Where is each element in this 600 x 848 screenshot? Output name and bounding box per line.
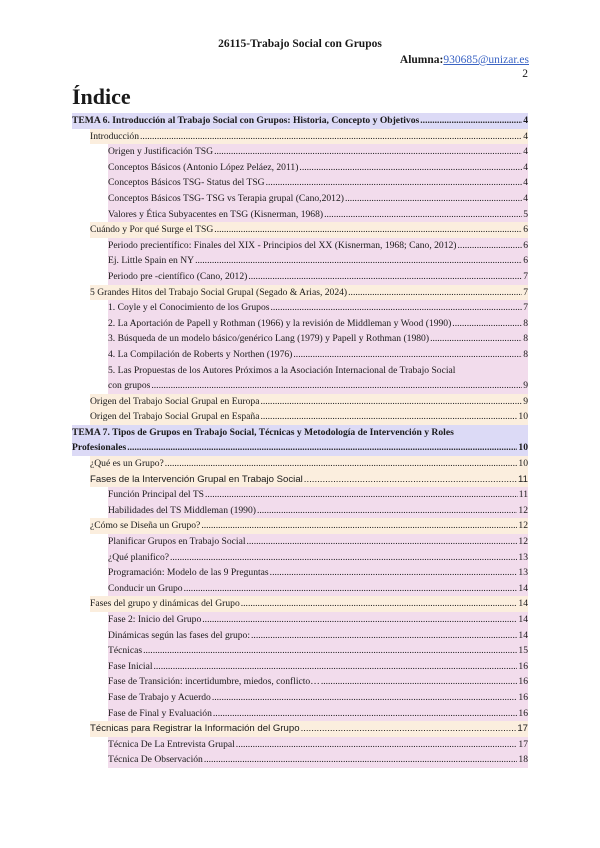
toc-entry[interactable]	[72, 425, 528, 456]
toc-entry-label: Fase 2: Inicio del Grupo	[108, 614, 202, 625]
toc-entry[interactable]	[108, 487, 528, 503]
toc-page-number: 12	[518, 536, 528, 548]
toc-leader-dots	[299, 160, 522, 176]
toc-entry-label: Técnicas	[108, 645, 143, 657]
toc-entry[interactable]	[108, 160, 528, 176]
toc-page-number: 16	[518, 707, 528, 719]
toc-leader-dots	[257, 503, 517, 519]
toc-leader-dots	[345, 191, 522, 207]
toc-page-number: 4	[523, 161, 528, 173]
toc-page-number: 14	[518, 629, 528, 641]
toc-page-number: 8	[523, 333, 528, 345]
toc-entry-label: Periodo precientífico: Finales del XIX - Principios del XX (Kisnerman, 1968; Cano, 2012)	[108, 239, 457, 251]
toc-page-number: 10	[518, 442, 528, 454]
toc-leader-dots	[248, 269, 522, 285]
toc-page-number: 6	[523, 224, 528, 236]
toc-entry[interactable]	[108, 565, 528, 581]
toc-entry[interactable]	[108, 191, 528, 207]
toc-page-number: 14	[518, 614, 528, 625]
toc-entry[interactable]	[108, 503, 528, 519]
toc-entry-label: 3. Búsqueda de un modelo básico/genérico Lang (1979) y Papell y Rothman (1980)	[108, 333, 430, 345]
toc-entry[interactable]	[108, 690, 528, 706]
toc-entry-label: 2. La Aportación de Papell y Rothman (1966) y la revisión de Middleman y Wood (1990)	[108, 317, 452, 329]
toc-entry[interactable]	[90, 222, 528, 238]
toc-entry-label: Conceptos Básicos TSG- TSG vs Terapia grupal (Cano,2012)	[108, 192, 344, 204]
toc-entry[interactable]	[108, 534, 528, 550]
toc-leader-dots	[266, 175, 523, 191]
toc-page-number: 12	[518, 520, 528, 532]
toc-entry-label: Fase de Transición: incertidumbre, miedos, conflicto…	[108, 676, 320, 688]
toc-leader-dots	[458, 238, 523, 254]
toc-entry-label: Origen del Trabajo Social Grupal en España	[90, 411, 260, 423]
toc-leader-dots	[212, 690, 518, 706]
toc-entry-label-cont: Profesionales	[72, 442, 127, 454]
toc-leader-dots	[214, 222, 522, 238]
toc-entry[interactable]	[90, 518, 528, 534]
toc-leader-dots	[151, 378, 522, 394]
toc-entry[interactable]	[108, 300, 528, 316]
toc-entry-label: Planificar Grupos en Trabajo Social	[108, 536, 246, 548]
toc-entry[interactable]	[90, 409, 528, 425]
toc-leader-dots	[241, 596, 518, 612]
toc-entry[interactable]	[108, 581, 528, 597]
toc-page-number: 5	[523, 208, 528, 220]
toc-page-number: 12	[518, 504, 528, 516]
toc-entry[interactable]	[108, 737, 528, 753]
toc-entry[interactable]	[90, 285, 528, 301]
toc-entry[interactable]	[90, 129, 528, 145]
toc-leader-dots	[154, 659, 518, 675]
author-label: Alumna:	[399, 54, 444, 66]
toc-leader-dots	[324, 207, 522, 223]
toc-leader-dots	[140, 129, 522, 145]
toc-leader-dots	[270, 565, 518, 581]
toc-entry[interactable]	[108, 612, 528, 628]
toc-entry[interactable]	[90, 721, 528, 737]
toc-entry[interactable]	[108, 674, 528, 690]
toc-entry-label: Ej. Little Spain en NY	[108, 255, 195, 267]
toc-leader-dots	[205, 487, 518, 503]
toc-page-number: 16	[518, 660, 528, 672]
toc-entry[interactable]	[108, 628, 528, 644]
toc-entry[interactable]	[108, 706, 528, 722]
toc-leader-dots	[452, 316, 522, 332]
index-title: Índice	[72, 84, 131, 109]
toc-entry[interactable]	[90, 596, 528, 612]
toc-page-number: 16	[518, 691, 528, 703]
toc-entry-continuation	[72, 440, 528, 456]
toc-page-number: 9	[523, 395, 528, 407]
table-of-contents	[72, 113, 528, 768]
toc-leader-dots	[236, 737, 518, 753]
toc-leader-dots	[195, 253, 522, 269]
toc-page-number: 16	[518, 676, 528, 688]
toc-entry[interactable]	[108, 363, 528, 394]
toc-page-number: 13	[518, 551, 528, 563]
toc-leader-dots	[127, 440, 517, 456]
toc-page-number: 11	[518, 473, 528, 485]
toc-entry-label: Programación: Modelo de las 9 Preguntas	[108, 567, 269, 579]
toc-page-number: 14	[518, 582, 528, 594]
toc-page-number: 17	[518, 738, 528, 750]
toc-entry-label: Técnica De Observación	[108, 754, 203, 766]
toc-entry[interactable]	[108, 643, 528, 659]
toc-entry-label: 4. La Compilación de Roberts y Northen (1976)	[108, 348, 293, 360]
toc-entry-label: Conceptos Básicos (Antonio López Peláez, 2011)	[108, 161, 299, 173]
toc-leader-dots	[214, 144, 522, 160]
toc-entry[interactable]	[108, 175, 528, 191]
toc-entry-label: Periodo pre -científico (Cano, 2012)	[108, 270, 248, 282]
toc-entry-label: Fase de Final y Evaluación	[108, 707, 212, 719]
toc-entry[interactable]	[108, 238, 528, 254]
toc-page-number: 6	[523, 239, 528, 251]
toc-entry-label: TEMA 6. Introducción al Trabajo Social con Grupos: Historia, Concepto y Objetivos	[72, 115, 420, 126]
toc-page-number: 7	[523, 270, 528, 282]
toc-leader-dots	[165, 456, 518, 472]
toc-leader-dots	[213, 706, 518, 722]
toc-page-number: 4	[523, 115, 528, 126]
toc-entry[interactable]	[108, 331, 528, 347]
toc-entry-label: Valores y Ética Subyacentes en TSG (Kisnerman, 1968)	[108, 208, 324, 220]
author-line	[400, 54, 529, 66]
toc-entry-label: 1. Coyle y el Conocimiento de los Grupos	[108, 302, 270, 314]
toc-page-number: 9	[523, 380, 528, 392]
toc-entry-continuation	[108, 378, 528, 394]
toc-entry-label: 5 Grandes Hitos del Trabajo Social Grupal (Segado & Arias, 2024)	[90, 286, 348, 298]
toc-leader-dots	[260, 394, 522, 410]
toc-entry-label: Técnica De La Entrevista Grupal	[108, 738, 235, 750]
toc-leader-dots	[143, 643, 517, 659]
page-number: 2	[522, 68, 528, 80]
toc-entry[interactable]	[108, 752, 528, 768]
toc-page-number: 10	[518, 458, 528, 470]
toc-leader-dots	[204, 752, 518, 768]
toc-entry[interactable]	[90, 472, 528, 488]
toc-entry-label: Fase Inicial	[108, 660, 153, 672]
toc-page-number: 7	[523, 302, 528, 314]
toc-leader-dots	[251, 628, 517, 644]
toc-entry-label: Función Principal del TS	[108, 489, 205, 501]
toc-leader-dots	[430, 331, 522, 347]
toc-page-number: 4	[523, 130, 528, 142]
toc-entry-label: 5. Las Propuestas de los Autores Próximos a la Asociación Internacional de Trabajo Social	[108, 364, 456, 376]
toc-entry-label: Introducción	[90, 130, 140, 142]
toc-entry-label: Técnicas para Registrar la Información del Grupo	[90, 723, 300, 735]
author-email-link[interactable]: 930685@unizar.es	[443, 54, 529, 66]
toc-entry-label: Dinámicas según las fases del grupo:	[108, 629, 251, 641]
toc-page-number: 8	[523, 348, 528, 360]
toc-leader-dots	[260, 409, 517, 425]
toc-entry[interactable]	[90, 456, 528, 472]
toc-entry[interactable]	[108, 144, 528, 160]
toc-page-number: 7	[523, 286, 528, 298]
toc-entry-label: Origen y Justificación TSG	[108, 146, 214, 158]
toc-leader-dots	[270, 300, 522, 316]
toc-entry-label-cont: con grupos	[108, 380, 151, 392]
toc-leader-dots	[420, 113, 522, 129]
toc-leader-dots	[293, 347, 522, 363]
toc-page-number: 4	[523, 192, 528, 204]
toc-entry-label: ¿Qué es un Grupo?	[90, 458, 164, 470]
toc-entry[interactable]	[108, 269, 528, 285]
toc-entry[interactable]	[108, 316, 528, 332]
toc-page-number: 10	[518, 411, 528, 423]
toc-entry-label: Fase de Trabajo y Acuerdo	[108, 691, 211, 703]
toc-entry-label: Fases de la Intervención Grupal en Trabajo Social	[90, 473, 303, 485]
toc-entry-label: ¿Qué planifico?	[108, 551, 169, 563]
toc-leader-dots	[321, 674, 518, 690]
toc-entry-label: Conducir un Grupo	[108, 582, 183, 594]
toc-page-number: 6	[523, 255, 528, 267]
toc-entry[interactable]	[72, 113, 528, 129]
toc-entry[interactable]	[108, 253, 528, 269]
toc-entry-label: Cuándo y Por qué Surge el TSG	[90, 224, 214, 236]
toc-entry[interactable]	[108, 550, 528, 566]
toc-entry-label: Conceptos Básicos TSG- Status del TSG	[108, 177, 265, 189]
toc-page-number: 13	[518, 567, 528, 579]
toc-entry-label: Fases del grupo y dinámicas del Grupo	[90, 598, 240, 610]
page-header-title: 26115-Trabajo Social con Grupos	[218, 38, 382, 50]
toc-leader-dots	[202, 612, 517, 628]
toc-leader-dots	[348, 285, 522, 301]
toc-leader-dots	[201, 518, 517, 534]
toc-entry[interactable]	[108, 659, 528, 675]
toc-page-number: 14	[518, 598, 528, 610]
toc-entry-label: Habilidades del TS Middleman (1990)	[108, 504, 256, 516]
toc-leader-dots	[170, 550, 517, 566]
toc-entry-label: Origen del Trabajo Social Grupal en Europa	[90, 395, 260, 407]
toc-leader-dots	[301, 721, 517, 737]
toc-entry[interactable]	[90, 394, 528, 410]
toc-page-number: 15	[518, 645, 528, 657]
toc-entry[interactable]	[108, 347, 528, 363]
toc-leader-dots	[247, 534, 518, 550]
toc-page-number: 11	[518, 489, 528, 501]
toc-page-number: 4	[523, 146, 528, 158]
toc-leader-dots	[304, 472, 517, 488]
toc-page-number: 18	[518, 754, 528, 766]
toc-page-number: 4	[523, 177, 528, 189]
toc-entry[interactable]	[108, 207, 528, 223]
toc-page-number: 17	[517, 723, 528, 735]
toc-page-number: 8	[523, 317, 528, 329]
toc-entry-label: TEMA 7. Tipos de Grupos en Trabajo Social, Técnicas y Metodología de Intervención y Roles	[72, 426, 454, 438]
toc-entry-label: ¿Cómo se Diseña un Grupo?	[90, 520, 201, 532]
toc-leader-dots	[184, 581, 518, 597]
